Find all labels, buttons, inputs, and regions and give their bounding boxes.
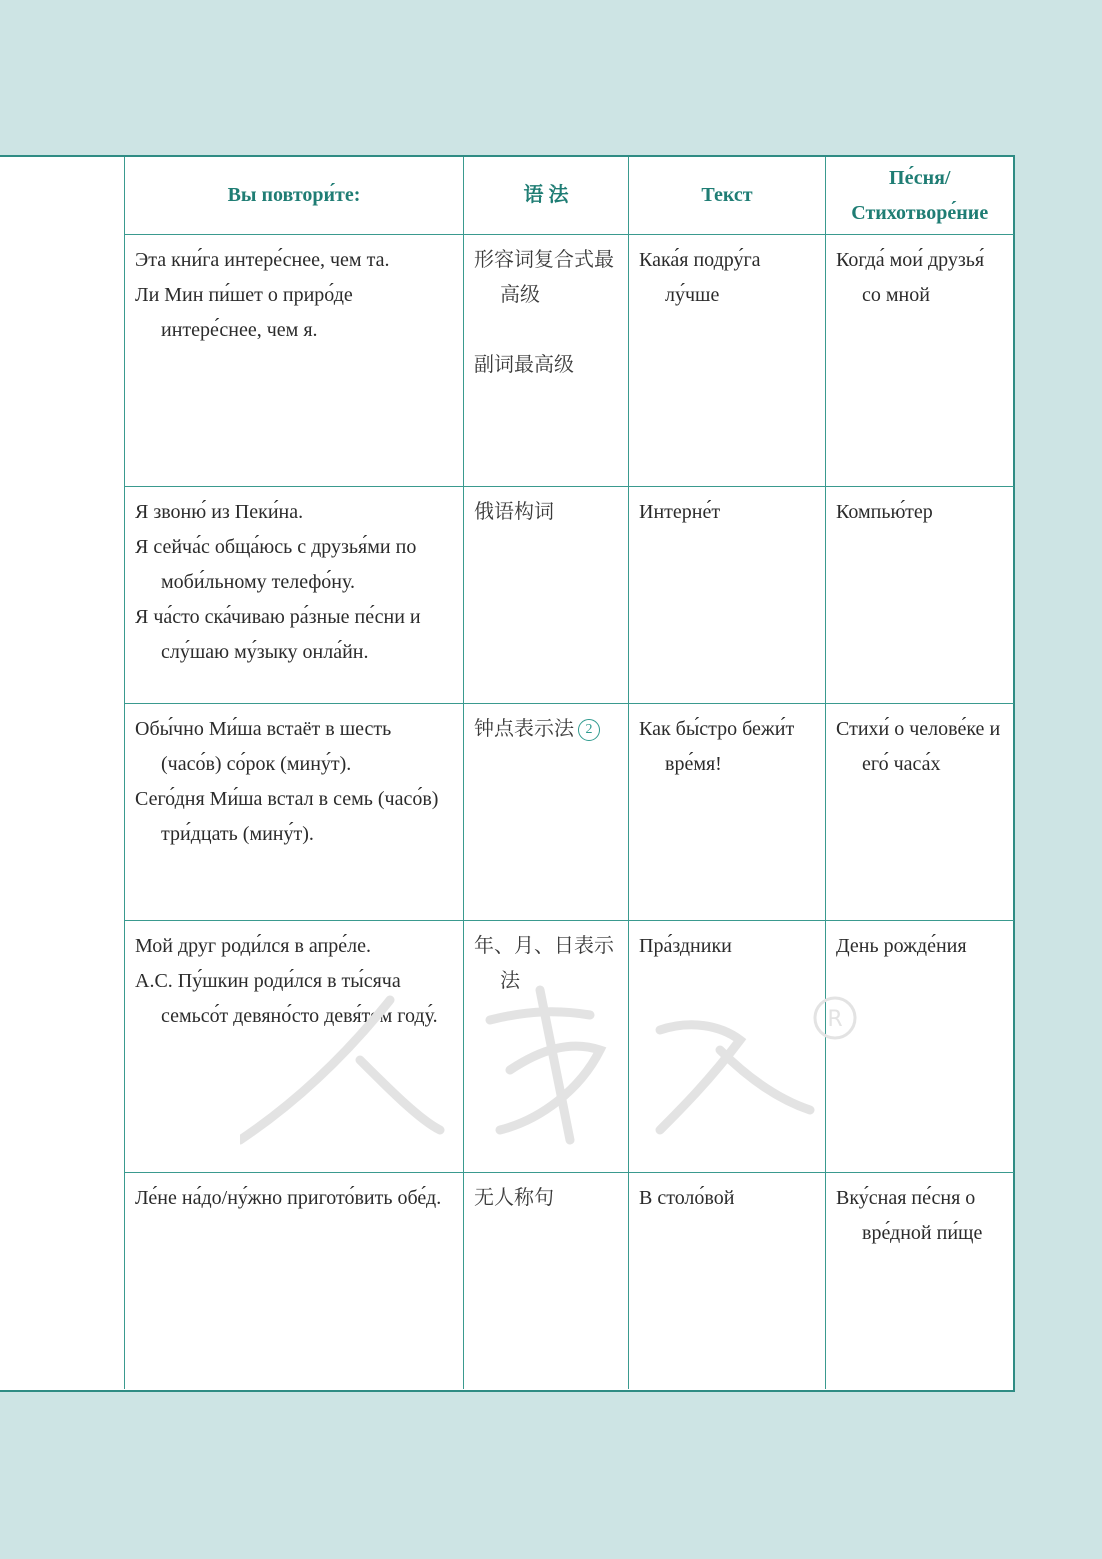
review-cell xyxy=(125,1173,464,1389)
song-title: Компью́тер xyxy=(836,501,933,523)
circled-number-icon: 2 xyxy=(578,719,600,741)
review-cell xyxy=(125,704,464,921)
text-title: Кака́я подру́га лу́чше xyxy=(639,249,761,306)
song-title: Стихи́ о челове́ке и его́ часа́х xyxy=(836,718,1001,775)
review-sentence: Я звоню́ из Пеки́на. xyxy=(135,501,304,523)
text-cell xyxy=(629,921,826,1173)
grammar-cell xyxy=(464,487,629,704)
grammar-topic: 无人称句 xyxy=(474,1187,554,1209)
grammar-topic: 副词最高级 xyxy=(474,354,574,376)
text-title: Пра́здники xyxy=(639,935,732,957)
review-sentence: Ли Мин пи́шет о приро́де интере́снее, чем я. xyxy=(135,284,353,341)
review-sentence: Я ча́сто ска́чиваю ра́зные пе́сни и слу́шаю му́зыку онла́йн. xyxy=(135,606,421,663)
grammar-topic: 钟点表示法 2 xyxy=(474,712,618,747)
table-panel xyxy=(0,155,1015,1392)
header-song xyxy=(826,157,1014,235)
review-cell xyxy=(125,921,464,1173)
header-song-line1: Пе́сня/ xyxy=(889,166,951,189)
text-title: Как бы́стро бежи́т вре́мя! xyxy=(639,718,795,775)
review-sentence: Сего́дня Ми́ша встал в семь (часо́в) три́дцать (мину́т). xyxy=(135,788,439,845)
table-row xyxy=(125,235,1014,487)
grammar-topic: 俄语构词 xyxy=(474,501,554,523)
header-row xyxy=(125,157,1014,235)
song-cell xyxy=(826,235,1014,487)
review-sentence: Эта кни́га интере́снее, чем та. xyxy=(135,249,390,271)
svg-text:R: R xyxy=(827,1007,843,1032)
grammar-cell xyxy=(464,704,629,921)
review-sentence: Я сейча́с обща́юсь с друзья́ми по моби́льному телефо́ну. xyxy=(135,536,417,593)
text-cell xyxy=(629,1173,826,1389)
table-row xyxy=(125,487,1014,704)
text-title: Интерне́т xyxy=(639,501,721,523)
grammar-cell xyxy=(464,235,629,487)
review-sentence: Обы́чно Ми́ша встаёт в шесть (часо́в) со́рок (мину́т). xyxy=(135,718,392,775)
text-cell xyxy=(629,487,826,704)
review-sentence: А.С. Пу́шкин роди́лся в ты́сяча семьсо́т девяно́сто девя́том году́. xyxy=(135,970,438,1027)
song-title: День рожде́ния xyxy=(836,935,967,957)
review-cell xyxy=(125,235,464,487)
review-cell xyxy=(125,487,464,704)
review-sentence: Ле́не на́до/ну́жно пригото́вить обе́д. xyxy=(135,1187,442,1209)
table-row xyxy=(125,1173,1014,1389)
header-grammar: 语 法 xyxy=(464,157,629,235)
grammar-topic: 形容词复合式最高级 xyxy=(474,249,614,306)
table-row xyxy=(125,704,1014,921)
table-row xyxy=(125,921,1014,1173)
review-sentence: Мой друг роди́лся в апре́ле. xyxy=(135,935,371,957)
song-cell xyxy=(826,487,1014,704)
grammar-topic: 年、月、日表示法 xyxy=(474,935,614,992)
header-text: Текст xyxy=(629,157,826,235)
text-cell xyxy=(629,235,826,487)
text-title: В столо́вой xyxy=(639,1187,735,1209)
song-title: Когда́ мои́ друзья́ со мной xyxy=(836,249,985,306)
song-title: Вку́сная пе́сня о вре́дной пи́ще xyxy=(836,1187,983,1244)
song-cell xyxy=(826,921,1014,1173)
song-cell xyxy=(826,704,1014,921)
song-cell xyxy=(826,1173,1014,1389)
text-cell xyxy=(629,704,826,921)
grammar-cell xyxy=(464,1173,629,1389)
header-review: Вы повтори́те: xyxy=(125,157,464,235)
lesson-table xyxy=(124,157,1014,1389)
grammar-cell xyxy=(464,921,629,1173)
header-song-line2: Стихотворе́ние xyxy=(851,201,989,224)
